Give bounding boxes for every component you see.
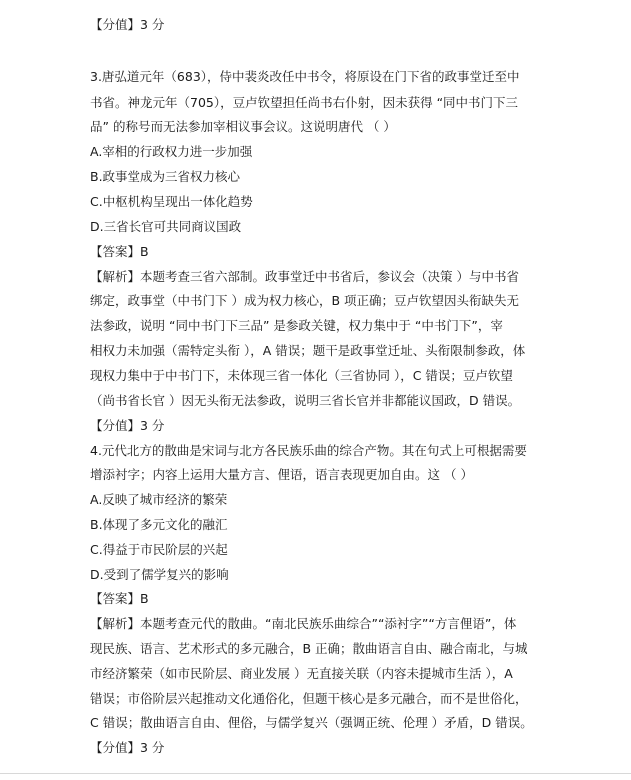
option-a: A.宰相的行政权力进一步加强 xyxy=(90,144,253,159)
score-label: 【分值】3 分 xyxy=(90,17,165,32)
option-b: B.体现了多元文化的融汇 xyxy=(90,517,228,532)
question-3-text: 3.唐弘道元年（683），侍中裴炎改任中书令，将原设在门下省的政事堂迁至中 xyxy=(90,69,520,84)
analysis-text: C 错误；散曲语言自由、俚俗，与儒学复兴（强调正统、伦理 ）矛盾，D 错误。 xyxy=(90,715,533,730)
option-a: A.反映了城市经济的繁荣 xyxy=(90,492,228,507)
analysis-text: 现权力集中于中书门下，未体现三省一体化（三省协同 ），C 错误；豆卢钦望 xyxy=(90,368,513,383)
analysis-text: 【解析】本题考查元代的散曲。“南北民族乐曲综合”“添衬字”“方言俚语”，体 xyxy=(90,616,517,631)
answer-label: 【答案】B xyxy=(90,591,149,606)
analysis-text: 法参政，说明 “同中书门下三品” 是参政关键，权力集中于 “中书门下”，宰 xyxy=(90,318,503,333)
bottom-divider xyxy=(0,773,631,774)
question-4-text: 增添衬字；内容上运用大量方言、俚语，语言表现更加自由。这 （ ） xyxy=(90,467,473,482)
analysis-text: 错误；市俗阶层兴起推动文化通俗化，但题干核心是多元融合，而不是世俗化， xyxy=(90,691,528,706)
option-b: B.政事堂成为三省权力核心 xyxy=(90,169,241,184)
analysis-text: 相权力未加强（需特定头衔 ），A 错误；题干是政事堂迁址、头衔限制参政，体 xyxy=(90,343,526,358)
score-label: 【分值】3 分 xyxy=(90,418,165,433)
question-4-text: 4.元代北方的散曲是宋词与北方各民族乐曲的综合产物。其在句式上可根据需要 xyxy=(90,443,527,458)
option-d: D.受到了儒学复兴的影响 xyxy=(90,567,229,582)
analysis-text: 绑定，政事堂（中书门下 ）成为权力核心，B 项正确；豆卢钦望因头衔缺失无 xyxy=(90,293,520,308)
option-c: C.中枢机构呈现出一体化趋势 xyxy=(90,194,253,209)
analysis-text: （尚书省长官 ）因无头衔无法参政，说明三省长官并非都能议国政，D 错误。 xyxy=(90,393,521,408)
answer-label: 【答案】B xyxy=(90,244,149,259)
question-3-text: 品” 的称号而无法参加宰相议事会议。这说明唐代 （ ） xyxy=(90,119,396,134)
score-label: 【分值】3 分 xyxy=(90,740,165,755)
analysis-text: 【解析】本题考查三省六部制。政事堂迁中书省后，参议会（决策 ）与中书省 xyxy=(90,269,519,284)
analysis-text: 市经济繁荣（如市民阶层、商业发展 ）无直接关联（内容未提城市生活 ），A xyxy=(90,666,513,681)
option-c: C.得益于市民阶层的兴起 xyxy=(90,542,228,557)
analysis-text: 现民族、语言、艺术形式的多元融合，B 正确；散曲语言自由、融合南北，与城 xyxy=(90,641,528,656)
question-3-text: 书省。神龙元年（705），豆卢钦望担任尚书右仆射，因未获得 “同中书门下三 xyxy=(90,95,519,110)
option-d: D.三省长官可共同商议国政 xyxy=(90,219,242,234)
